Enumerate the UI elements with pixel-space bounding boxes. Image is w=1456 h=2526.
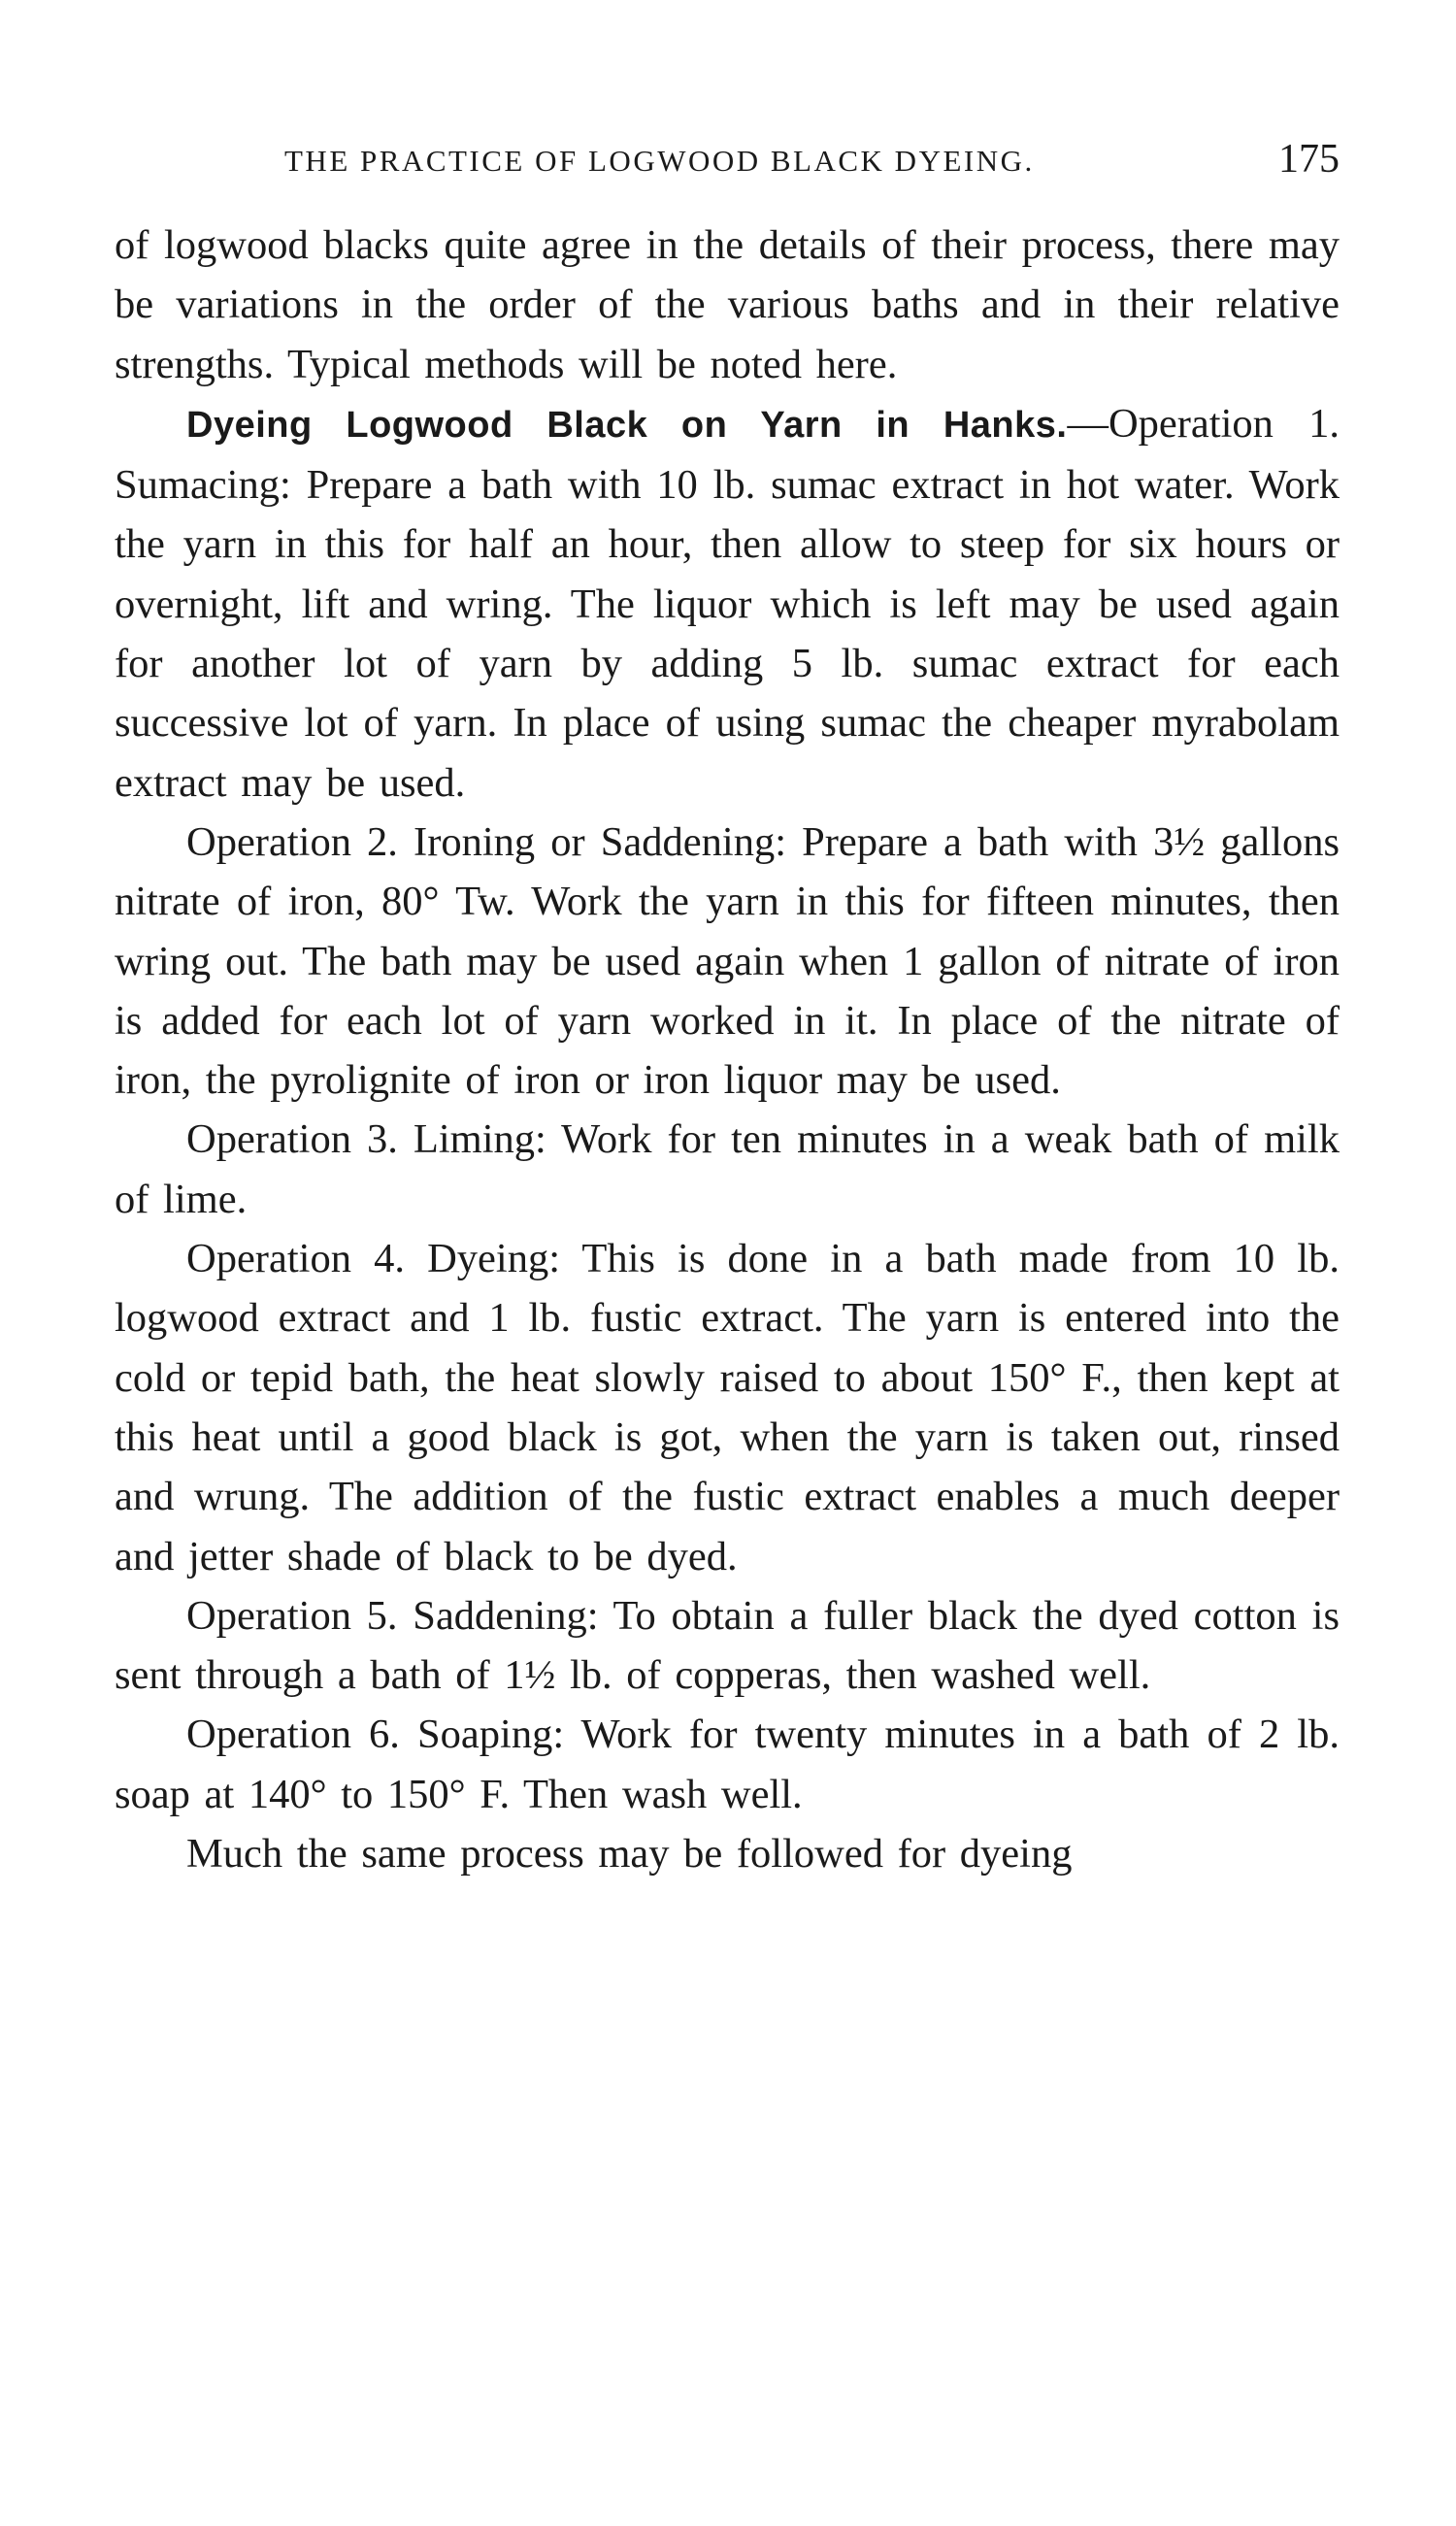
paragraph-yarn-in-hanks [115,394,1340,813]
paragraph-operation-6: Operation 6. Soaping: Work for twenty minutes in a bath of 2 lb. soap at 140° to 150° F. Then wash well. [115,1712,1340,1817]
page-number: 175 [1278,137,1340,182]
paragraph-final: Much the same process may be followed for dyeing [186,1831,1073,1878]
running-head: THE PRACTICE OF LOGWOOD BLACK DYEING. [284,144,1035,178]
paragraph-operation-5: Operation 5. Saddening: To obtain a fuller black the dyed cotton is sent through a bath of 1½ lb. of copperas, then washed well. [115,1592,1340,1699]
paragraph-operation-2: Operation 2. Ironing or Saddening: Prepare a bath with 3½ gallons nitrate of iron, 80° Tw. Work the yarn in this for fifteen minutes, then wring out. The bath may be used again when 1 gallon of nitrate of iron is added for each lot of yarn worked in it. In place of the nitrate of iron, the pyrolignite of iron or iron liquor may be used. [115,818,1340,1104]
paragraph-continuation: of logwood blacks quite agree in the details of their process, there may be variations in the order of the various baths and in their relative strengths. Typical methods will be noted here. [115,222,1340,387]
page-header [115,134,1340,192]
paragraph-operation-1: —Operation 1. Sumacing: Prepare a bath with 10 lb. sumac extract in hot water. Work the yarn in this for half an hour, then allow to steep for six hours or overnight, lift and wring. The liquor which is left may be used again for another lot of yarn by adding 5 lb. sumac extract for each successive lot of yarn. In place of using sumac the cheaper myrabolam extract may be used. [115,400,1340,806]
paragraph-operation-4: Operation 4. Dyeing: This is done in a bath made from 10 lb. logwood extract and 1 lb. fustic extract. The yarn is entered into the cold or tepid bath, the heat slowly raised to about 150° F., then kept at this heat until a good black is got, when the yarn is taken out, rinsed and wrung. The addition of the fustic extract enables a much deeper and jetter shade of black to be dyed. [115,1236,1340,1579]
section-heading: Dyeing Logwood Black on Yarn in Hanks. [186,404,1068,446]
paragraph-operation-3: Operation 3. Liming: Work for ten minutes in a weak bath of milk of lime. [115,1116,1340,1222]
body-text [115,216,1340,1883]
